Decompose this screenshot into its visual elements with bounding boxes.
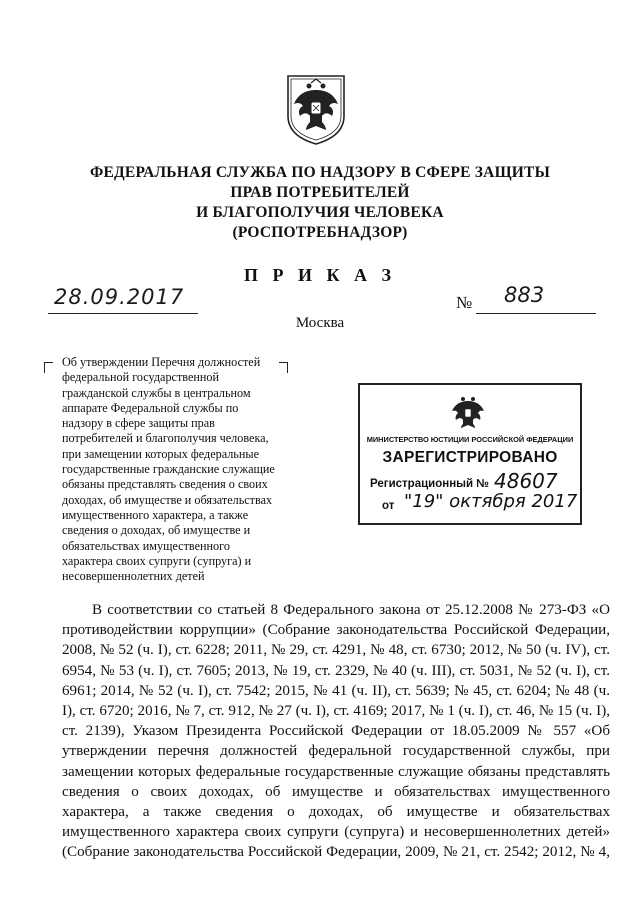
- city-label: Москва: [295, 315, 345, 331]
- body-line: замещении которых федеральные государственные служащие обязаны представлять: [62, 763, 610, 780]
- subject-line: при замещении которых федеральные: [62, 446, 259, 461]
- stamp-reg-number-label: Регистрационный №: [370, 478, 490, 490]
- subject-line: государственные гражданские служащие: [62, 462, 275, 477]
- subject-line: Об утверждении Перечня должностей: [62, 355, 261, 369]
- date-underline: [48, 313, 198, 314]
- body-line: утверждении перечня должностей федеральной государственной службы, при: [62, 743, 610, 760]
- agency-line: ФЕДЕРАЛЬНАЯ СЛУЖБА ПО НАДЗОРУ В СФЕРЕ ЗАЩИТЫ: [89, 164, 551, 181]
- subject-line: потребителей и благополучия человека,: [62, 431, 269, 446]
- subject-line: обязаны представлять сведения о своих: [62, 477, 268, 492]
- body-line: В соответствии со статьей 8 Федерального закона от 25.12.2008 № 273-ФЗ «О: [92, 602, 610, 618]
- stamp-reg-number-handwritten: 48607: [494, 469, 558, 493]
- order-title: П Р И К А З: [243, 265, 397, 285]
- agency-line: И БЛАГОПОЛУЧИЯ ЧЕЛОВЕКА: [196, 204, 444, 221]
- body-line: характера, а также сведения о доходах, об имуществе и обязательствах: [62, 804, 610, 821]
- order-number-handwritten: 883: [504, 283, 545, 307]
- subject-line: обязательствах имущественного: [62, 538, 230, 553]
- registration-stamp: [358, 383, 582, 525]
- stamp-from-label: от: [382, 500, 395, 512]
- subject-line: имущественного характера, а также: [62, 507, 249, 522]
- order-date-handwritten: 28.09.2017: [54, 285, 185, 309]
- coat-of-arms-emblem: [284, 72, 348, 146]
- subject-line: доходах, об имуществе и обязательствах: [62, 492, 273, 507]
- body-line: имущественного характера своих супруги (супруга) и несовершеннолетних детей»: [62, 824, 610, 841]
- body-line: противодействии коррупции» (Собрание законодательства Российской Федерации,: [62, 622, 610, 639]
- subject-line: несовершеннолетних детей: [62, 569, 205, 584]
- number-underline: [476, 313, 596, 314]
- number-sign: №: [456, 293, 473, 312]
- stamp-emblem-icon: [446, 395, 490, 429]
- subject-line: аппарате Федеральной службы по: [62, 400, 239, 415]
- stamp-date-handwritten: "19" октября 2017: [404, 491, 578, 512]
- order-body-text: [62, 600, 610, 863]
- body-line: 6961; 2014, № 52 (ч. I), ст. 7542; 2015, № 41 (ч. II), ст. 5639; № 45, ст. 6204; № 48 (ч.: [62, 682, 610, 699]
- subject-line: надзору в сфере защиты прав: [62, 416, 215, 431]
- subject-line: характера своих супруги (супруга) и: [62, 553, 252, 568]
- agency-line: ПРАВ ПОТРЕБИТЕЛЕЙ: [230, 184, 410, 201]
- subject-line: гражданской службы в центральном: [62, 385, 251, 400]
- body-line: 2008, № 52 (ч. I), ст. 6228; 2011, № 29, ст. 4291, № 48, ст. 6730; 2012, № 50 (ч. IV), ст.: [62, 642, 610, 659]
- agency-name-heading: [60, 163, 580, 243]
- subject-line: сведения о доходах, об имуществе и: [62, 523, 251, 538]
- stamp-registered-label: ЗАРЕГИСТРИРОВАНО: [382, 449, 558, 466]
- agency-line: (РОСПОТРЕБНАДЗОР): [232, 224, 408, 241]
- body-line: (Собрание законодательства Российской Федерации, 2009, № 21, ст. 2542; 2012, № 4,: [62, 844, 610, 861]
- body-line: I), ст. 6720; 2016, № 7, ст. 912, № 27 (ч. I), ст. 4169; 2017, № 1 (ч. I), ст. 46, № 15 (ч. I),: [62, 703, 610, 720]
- order-subject: [62, 355, 290, 584]
- body-line: ст. 2139), Указом Президента Российской Федерации от 18.05.2009 № 557 «Об: [62, 723, 610, 740]
- subject-line: федеральной государственной: [62, 370, 220, 385]
- subject-bracket-left: [44, 362, 53, 373]
- body-line: сведения о своих доходах, об имуществе и обязательствах имущественного: [62, 783, 610, 800]
- stamp-ministry-label: МИНИСТЕРСТВО ЮСТИЦИИ РОССИЙСКОЙ ФЕДЕРАЦИИ: [366, 435, 574, 444]
- body-line: 6954, № 53 (ч. I), ст. 7605; 2013, № 19, ст. 2329, № 40 (ч. III), ст. 5031, № 52 (ч. I), ст.: [62, 662, 610, 679]
